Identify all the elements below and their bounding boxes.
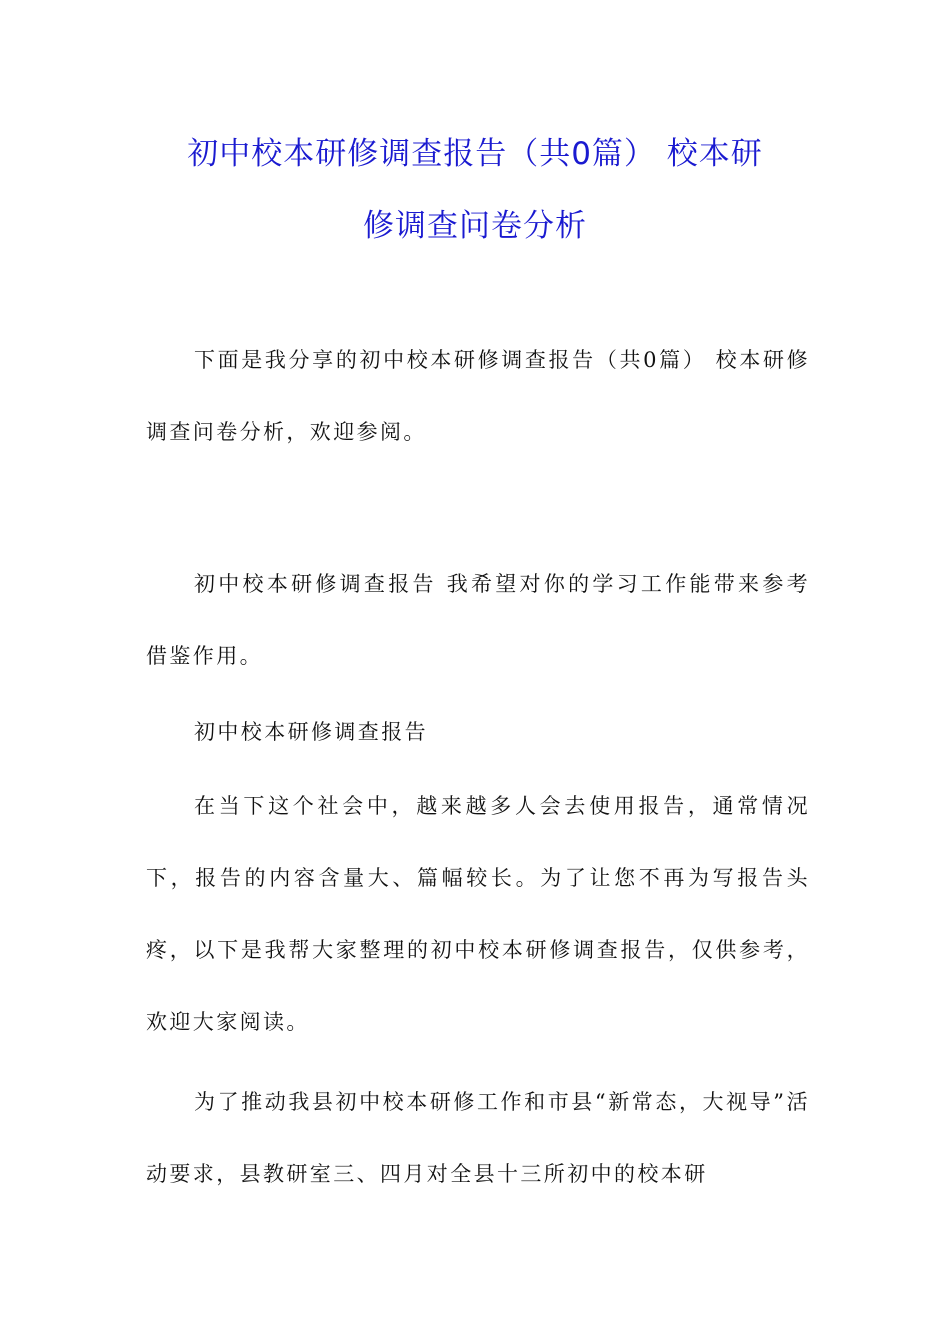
purpose-paragraph: 初中校本研修调查报告 我希望对你的学习工作能带来参考借鉴作用。 xyxy=(146,572,810,668)
intro-paragraph: 下面是我分享的初中校本研修调查报告（共0篇） 校本研修调查问卷分析，欢迎参阅。 xyxy=(146,348,810,444)
body-paragraph: 为了推动我县初中校本研修工作和市县“新常态，大视导”活动要求，县教研室三、四月对全县十三所初中的校本研 xyxy=(146,1090,810,1186)
section-heading: 初中校本研修调查报告 xyxy=(194,720,428,744)
body-paragraph: 在当下这个社会中，越来越多人会去使用报告，通常情况下，报告的内容含量大、篇幅较长。为了让您不再为写报告头疼，以下是我帮大家整理的初中校本研修调查报告，仅供参考，欢迎大家阅读。 xyxy=(146,794,810,1034)
title-line-2: 修调查问卷分析 xyxy=(363,208,587,244)
title-line-1: 初中校本研修调查报告（共0篇） 校本研 xyxy=(187,136,763,172)
document-title xyxy=(120,118,830,262)
